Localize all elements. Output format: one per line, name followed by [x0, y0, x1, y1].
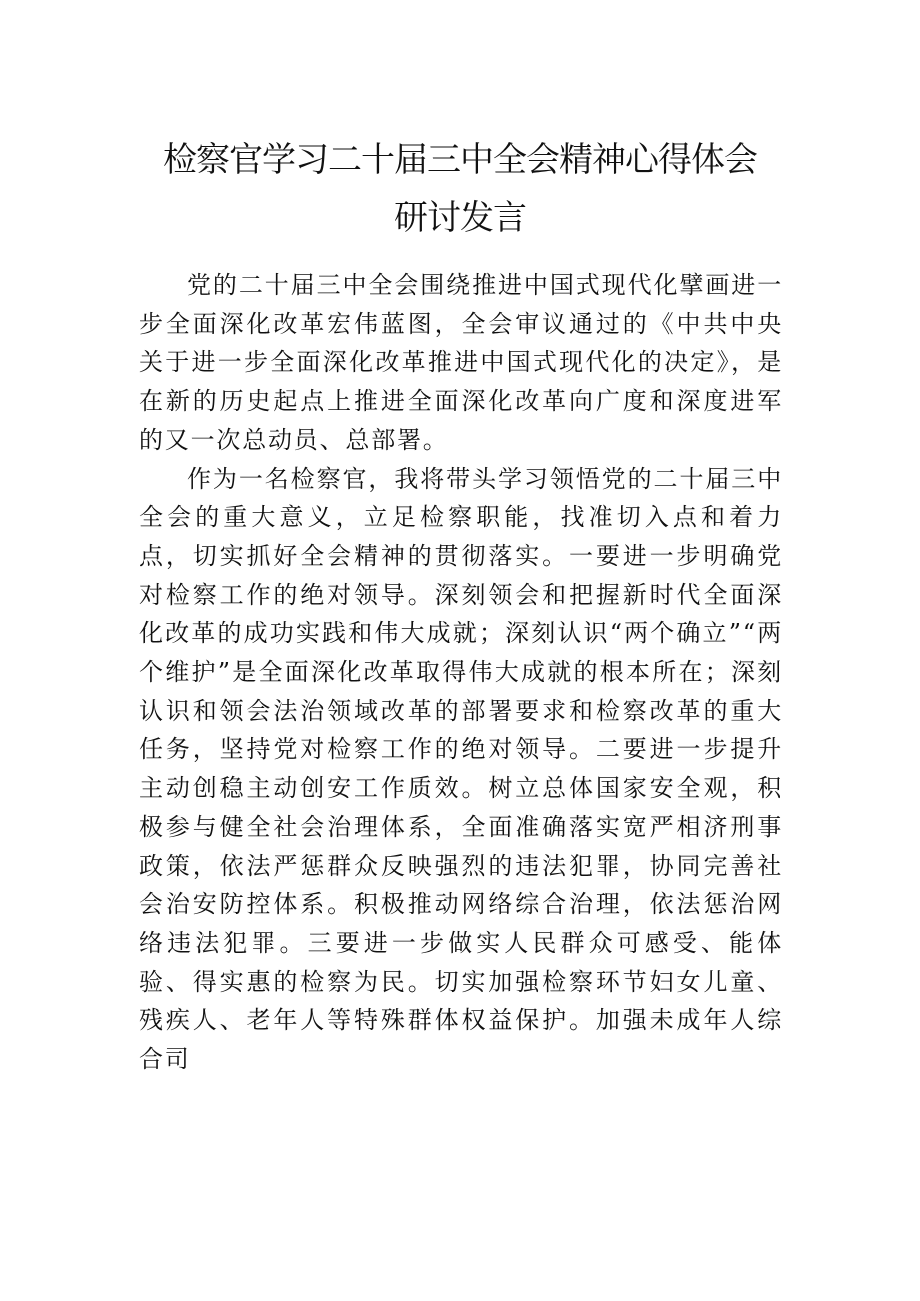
paragraph-2: 作为一名检察官，我将带头学习领悟党的二十届三中全会的重大意义，立足检察职能，找准切入点和着力点，切实抓好全会精神的贯彻落实。一要进一步明确党对检察工作的绝对领导。深刻领会和把握新时代全面深化改革的成功实践和伟大成就；深刻认识“两个确立”“两个维护”是全面深化改革取得伟大成就的根本所在；深刻认识和领会法治领域改革的部署要求和检察改革的重大任务，坚持党对检察工作的绝对领导。二要进一步提升主动创稳主动创安工作质效。树立总体国家安全观，积极参与健全社会治理体系，全面准确落实宽严相济刑事政策，依法严惩群众反映强烈的违法犯罪，协同完善社会治安防控体系。积极推动网络综合治理，依法惩治网络违法犯罪。三要进一步做实人民群众可感受、能体验、得实惠的检察为民。切实加强检察环节妇女儿童、残疾人、老年人等特殊群体权益保护。加强未成年人综合司 — [139, 464, 783, 1074]
document-title-line-2: 研讨发言 — [394, 198, 526, 238]
document-body — [139, 266, 783, 1079]
paragraph-1: 党的二十届三中全会围绕推进中国式现代化擘画进一步全面深化改革宏伟蓝图，全会审议通过的《中共中央关于进一步全面深化改革推进中国式现代化的决定》，是在新的历史起点上推进全面深化改革向广度和深度进军的又一次总动员、总部署。 — [139, 271, 783, 454]
document-title-line-1: 检察官学习二十届三中全会精神心得体会 — [163, 140, 757, 180]
